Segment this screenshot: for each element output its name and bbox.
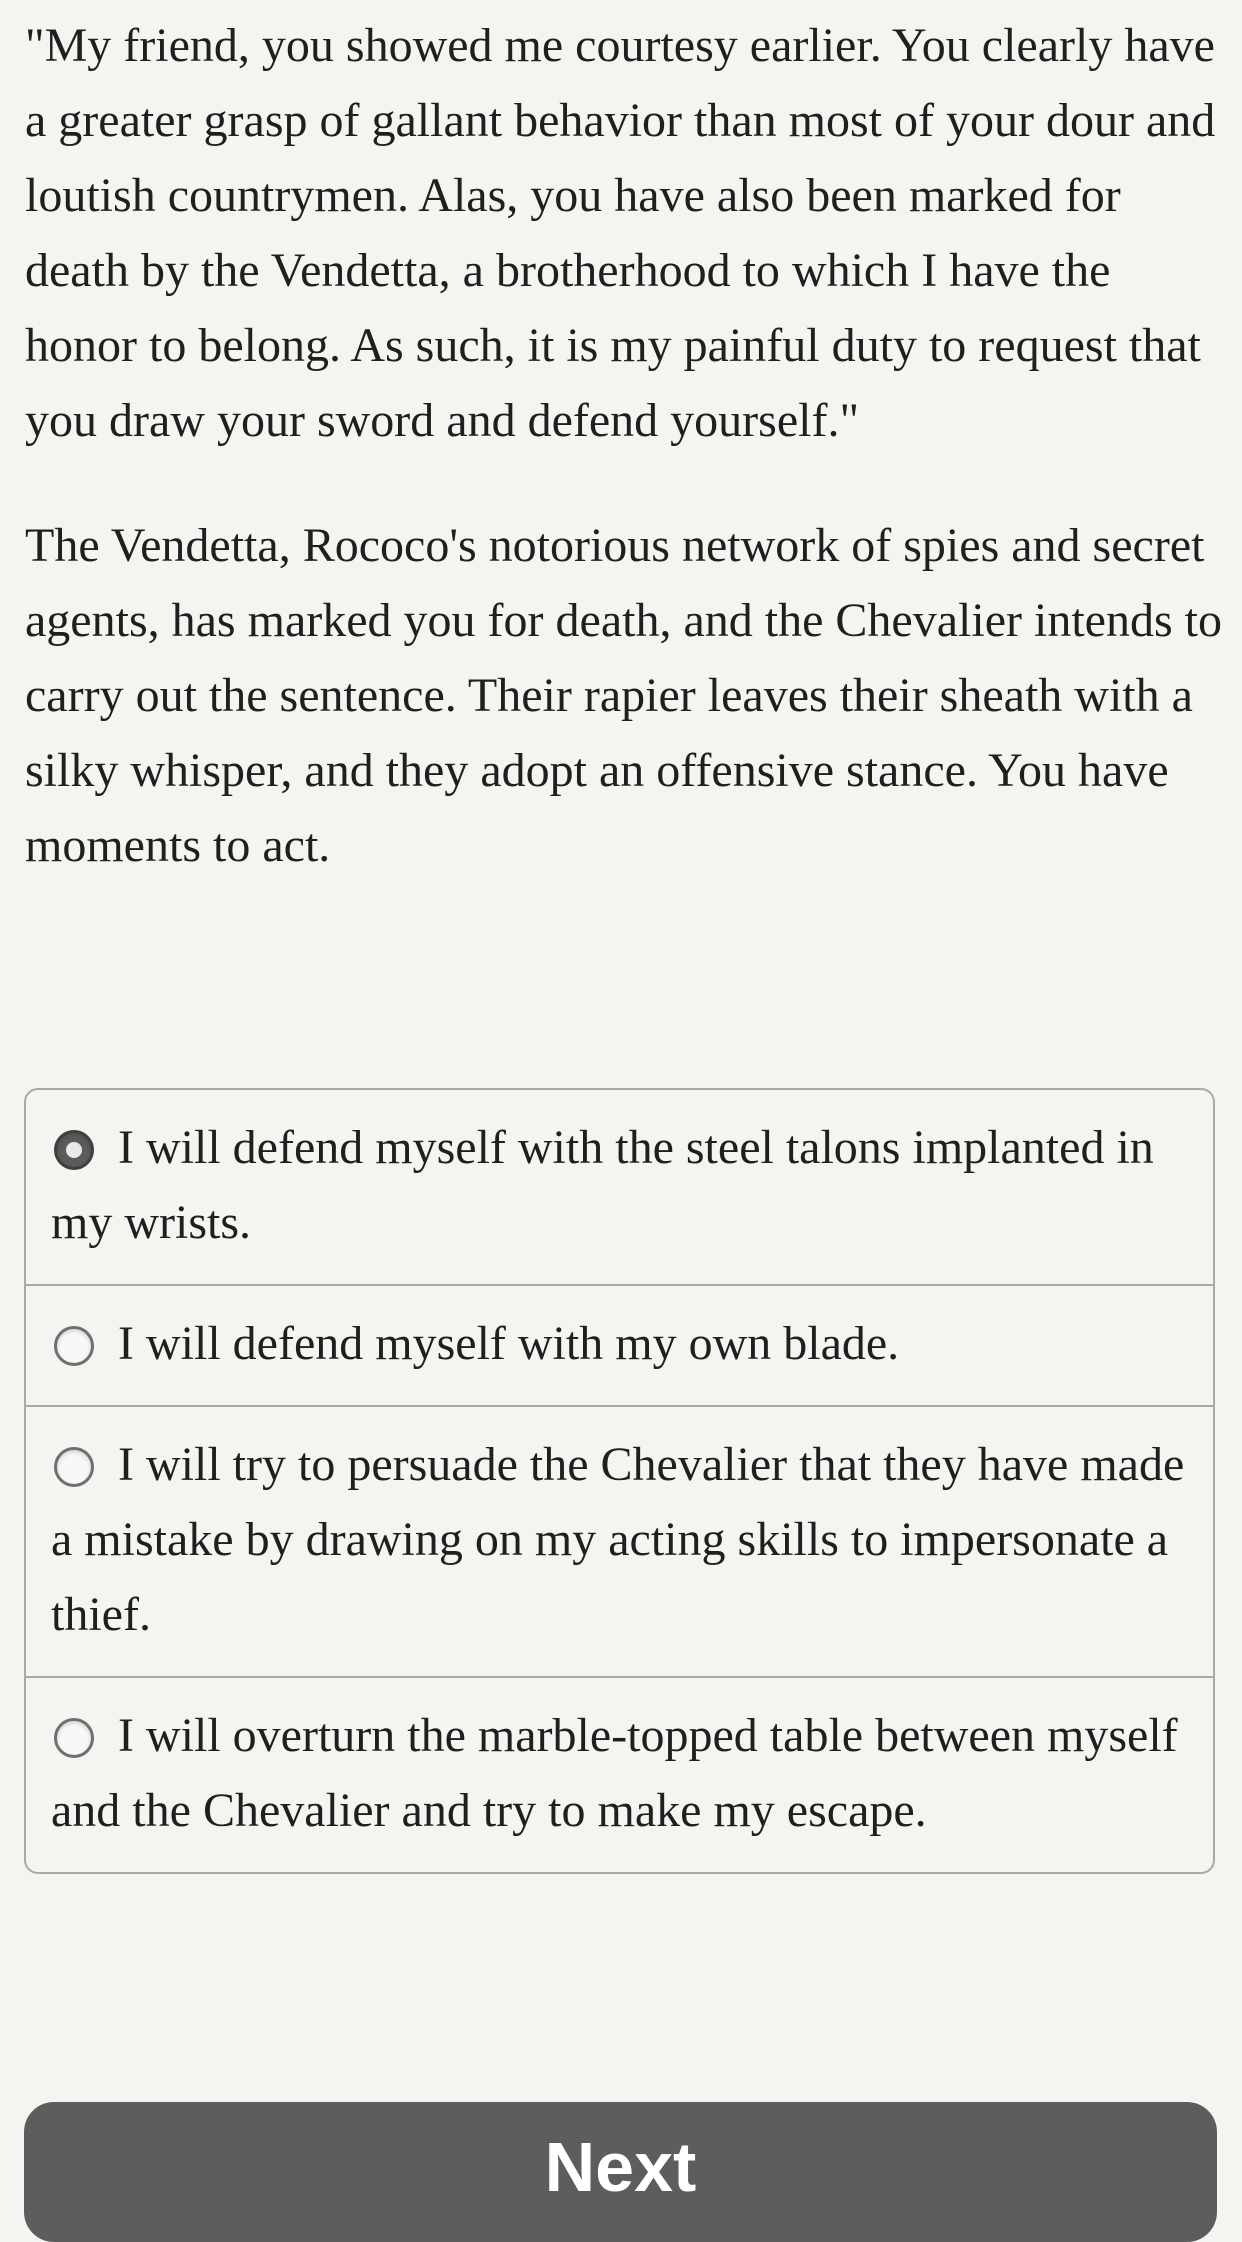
story-text <box>25 8 1225 933</box>
radio-unselected-icon[interactable] <box>54 1718 94 1758</box>
choice-label: I will try to persuade the Chevalier that they have made a mistake by drawing on my acting skills to impersonate a thief. <box>51 1438 1185 1641</box>
choice-option-escape[interactable] <box>26 1678 1213 1872</box>
story-paragraph: The Vendetta, Rococo's notorious network of spies and secret agents, has marked you for death, and the Chevalier intends to carry out the sentence. Their rapier leaves their sheath with a silky whisper, and they adopt an offensive stance. You have moments to act. <box>25 519 1222 872</box>
choice-label: I will overturn the marble-topped table between myself and the Chevalier and try to make my escape. <box>51 1709 1178 1837</box>
radio-unselected-icon[interactable] <box>54 1447 94 1487</box>
next-button[interactable]: Next <box>24 2102 1217 2242</box>
choice-list <box>24 1088 1215 1874</box>
choice-option-talons[interactable] <box>26 1090 1213 1286</box>
choice-label: I will defend myself with my own blade. <box>118 1317 900 1370</box>
choice-label: I will defend myself with the steel talons implanted in my wrists. <box>51 1121 1154 1249</box>
choice-option-persuade[interactable] <box>26 1407 1213 1678</box>
story-paragraph: "My friend, you showed me courtesy earlier. You clearly have a greater grasp of gallant behavior than most of your dour and loutish countrymen. Alas, you have also been marked for death by the Vendetta, a brotherhood to which I have the honor to belong. As such, it is my painful duty to request that you draw your sword and defend yourself." <box>25 19 1216 447</box>
radio-selected-icon[interactable] <box>54 1130 94 1170</box>
choice-option-blade[interactable] <box>26 1286 1213 1407</box>
radio-unselected-icon[interactable] <box>54 1326 94 1366</box>
